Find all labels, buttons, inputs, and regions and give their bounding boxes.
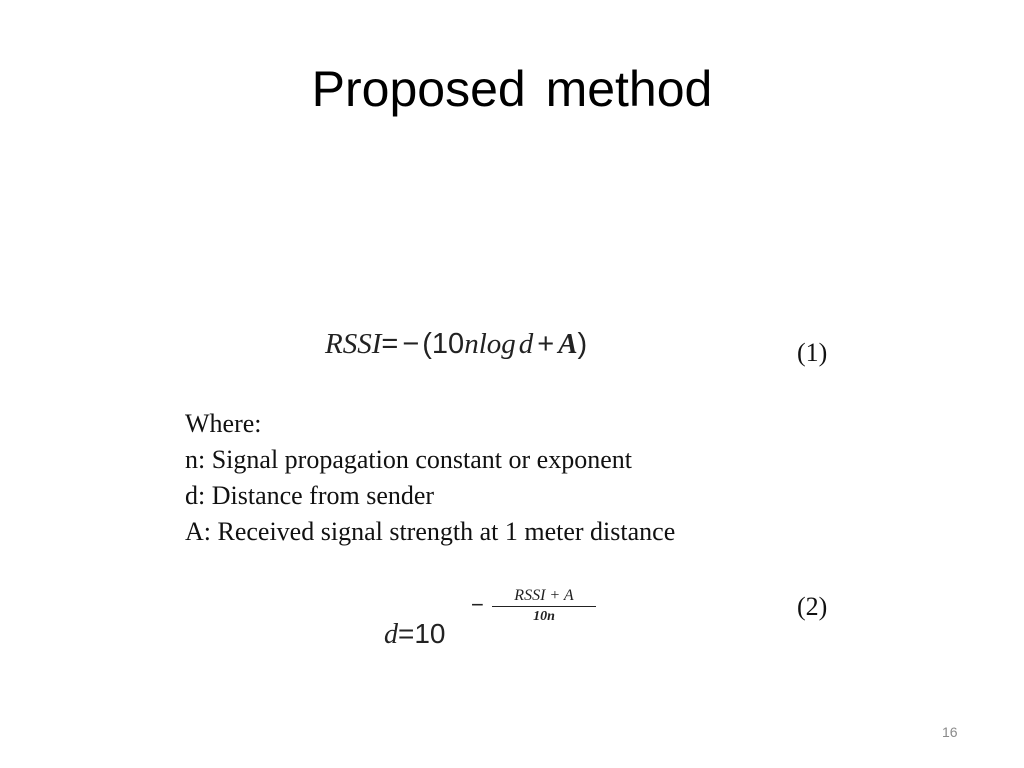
slide-title: Proposed method <box>311 61 713 117</box>
equation-plus: + <box>537 328 555 360</box>
distance-equation-lhs <box>384 618 446 651</box>
equation-variable-n: n <box>464 328 479 360</box>
exponent-sign: − <box>471 592 484 617</box>
fraction-denominator: 10n <box>533 609 555 624</box>
definition-a: A: Received signal strength at 1 meter distance <box>185 517 676 546</box>
equation-log: log <box>478 328 516 360</box>
definitions-heading: Where: <box>185 409 262 438</box>
definitions-list <box>185 406 675 550</box>
distance-equation <box>384 580 624 660</box>
definition-n: n: Signal propagation constant or exponent <box>185 445 632 474</box>
equation-1-number: (1) <box>797 338 828 367</box>
equation-open-paren: ( <box>422 328 432 360</box>
definition-d: d: Distance from sender <box>185 481 435 510</box>
equation-2-number: (2) <box>797 592 828 621</box>
equation-constant-a: A <box>558 328 578 360</box>
exponent-fraction <box>492 587 596 625</box>
equation-close-paren: ) <box>577 328 588 360</box>
equation-variable-d: d <box>518 328 534 360</box>
distance-equals: = <box>398 618 415 649</box>
equation-lhs-rssi: RSSI <box>325 328 382 360</box>
rssi-equation <box>325 328 587 368</box>
equation-coefficient: 10 <box>431 328 465 360</box>
distance-variable-d: d <box>384 619 398 650</box>
fraction-numerator: RSSI + A <box>492 587 596 607</box>
page-number: 16 <box>942 724 958 740</box>
equation-equals: = <box>381 328 399 360</box>
distance-base: 10 <box>414 618 446 649</box>
equation-minus: − <box>402 328 420 360</box>
